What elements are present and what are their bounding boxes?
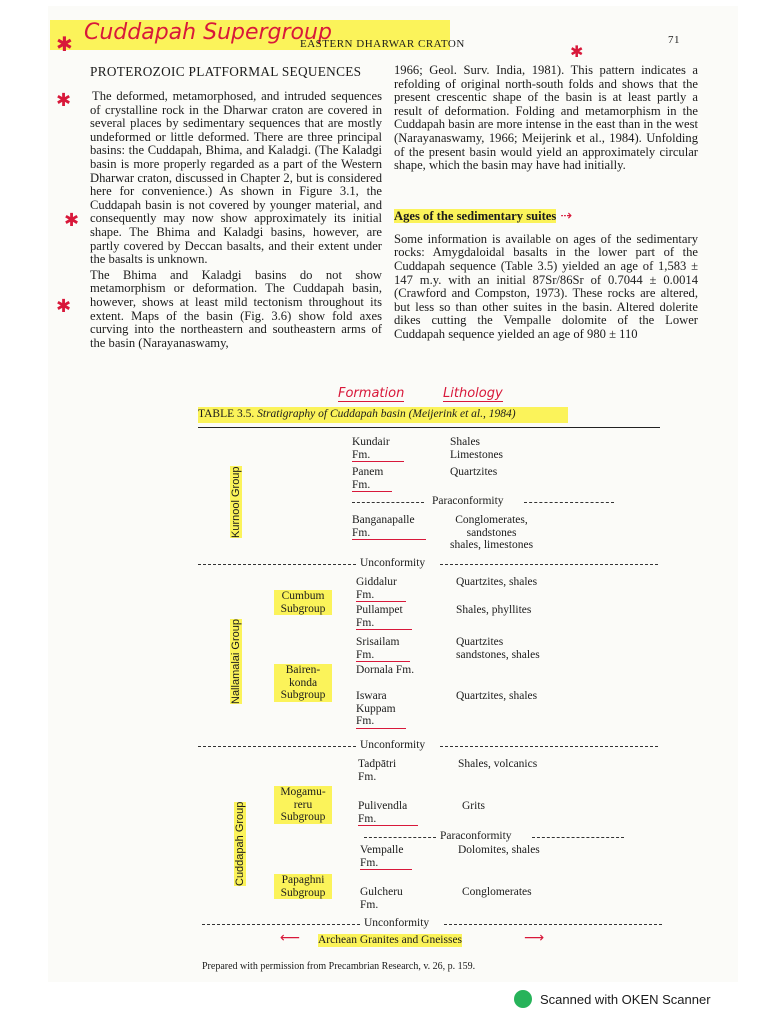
right-paragraph-1: 1966; Geol. Surv. India, 1981). This pattern indicates a refolding of original north-south folds and shows that the present crescentic shape of the basin is at least partly a result of deformation. Folding and metamorphism in the Cuddapah basin are more intense in the east than in the west (Narayanaswamy, 1966; Meijerink et al., 1984). Unfolding of the present basin would yield an approximately circular shape, which the basin may have had initially.: [394, 63, 698, 173]
lithology-vempalle: Dolomites, shales: [458, 844, 540, 856]
basement-arrow-right: ⟶: [524, 930, 545, 946]
formation-gulcheru: Gulcheru Fm.: [360, 886, 403, 911]
unconformity-label-3: Unconformity: [364, 917, 430, 929]
unconformity-line-left-2: [198, 746, 356, 747]
handwritten-header-lithology: Lithology: [443, 386, 503, 401]
section-heading: PROTEROZOIC PLATFORMAL SEQUENCES: [90, 64, 362, 79]
lithology-giddalur: Quartzites, shales: [456, 576, 538, 588]
subgroup-papaghni: Papaghni Subgroup: [274, 874, 332, 899]
table-caption-label: TABLE 3.5.: [198, 408, 255, 420]
lithology-srisailam: Quartzites sandstones, shales: [456, 636, 540, 661]
handwritten-asterisk: ✱: [56, 32, 73, 56]
subheading-text: Ages of the sedimentary suites: [394, 208, 557, 223]
formation-banganapalle: Banganapalle Fm.: [352, 514, 426, 540]
lithology-iswara-kuppam: Quartzites, shales: [456, 690, 538, 702]
margin-asterisk-1: ✱: [56, 90, 72, 111]
lithology-tadpatri: Shales, volcanics: [458, 758, 538, 770]
subheading-ages: [394, 207, 698, 225]
formation-iswara-kuppam: Iswara Kuppam Fm.: [356, 690, 406, 729]
formation-kundair: Kundair Fm.: [352, 436, 404, 462]
basement-arrow-left: ⟵: [280, 930, 301, 946]
unconformity-line-right-2: [440, 746, 658, 747]
scanner-badge: [514, 990, 711, 1008]
formation-pulivendla: Pulivendla Fm.: [358, 800, 418, 826]
paraconformity-line-left-1: [352, 502, 424, 503]
formation-pullampet: Pullampet Fm.: [356, 604, 412, 630]
lithology-pullampet: Shales, phyllites: [456, 604, 532, 616]
unconformity-line-right-1: [440, 564, 658, 565]
subgroup-mogamureru: Mogamu-reru Subgroup: [274, 786, 332, 824]
left-paragraph-1: The deformed, metamorphosed, and intruded sequences of crystalline rock in the Dharwar craton are covered in several places by sedimentary sequences that are mostly undeformed or little deformed. There are three principal basins: the Cuddapah, Bhima, and Kaladgi. (The Kaladgi basin is more properly regarded as a part of the Western Dharwar craton, discussed in Chapter 2, but is considered here for convenience.) As shown in Figure 3.1, the Cuddapah basin is not covered by younger material, and consequently may now show approximately its initial shape. The Bhima and Kaladgi basins, however, are partly covered by Deccan basalts, and their extent under the basalts is unknown.: [90, 89, 382, 267]
handwritten-title: Cuddapah Supergroup: [84, 20, 332, 45]
running-head: EASTERN DHARWAR CRATON: [300, 38, 465, 50]
formation-srisailam: Srisailam Fm.: [356, 636, 410, 662]
unconformity-label-2: Unconformity: [360, 739, 426, 751]
paraconformity-line-right-1: [524, 502, 614, 503]
lithology-kundair: Shales Limestones: [450, 436, 504, 461]
margin-asterisk-3: ✱: [56, 296, 72, 317]
handwritten-header-formation: Formation: [338, 386, 405, 401]
right-column: [394, 64, 698, 342]
page-number: 71: [668, 34, 680, 46]
margin-asterisk-4: ✱: [570, 42, 584, 61]
subheading-arrow: ⇢: [560, 207, 573, 224]
paraconformity-line-left-2: [364, 837, 436, 838]
lithology-pulivendla: Grits: [462, 800, 485, 812]
scanner-badge-text: Scanned with OKEN Scanner: [540, 991, 711, 1007]
right-paragraph-2: Some information is available on ages of the sedimentary rocks: Amygdaloidal basalts in the lower part of the Cuddapah sequence (Table 3.5) yielded an age of 1,583 ± 147 m.y. with an initial 87Sr/86Sr of 0.7044 ± 0.0014 (Crawford and Compston, 1973). These rocks are altered, but less so than other suites in the basin. Altered dolerite dikes cutting the Vempalle dolomite of the Lower Cuddapah sequence yielded an age of 980 ± 110: [394, 231, 698, 341]
formation-panem: Panem Fm.: [352, 466, 392, 492]
table-top-rule: [198, 427, 660, 428]
formation-dornala: Dornala Fm.: [356, 664, 415, 676]
lithology-banganapalle: Conglomerates, sandstones shales, limestones: [450, 514, 534, 551]
unconformity-line-right-3: [444, 924, 662, 925]
unconformity-line-left-1: [198, 564, 356, 565]
paraconformity-line-right-2: [532, 837, 624, 838]
group-cuddapah: Cuddapah Group: [234, 801, 246, 886]
subgroup-bairenkonda: Bairen-konda Subgroup: [274, 664, 332, 702]
basement-label: Archean Granites and Gneisses: [318, 934, 463, 946]
formation-vempalle: Vempalle Fm.: [360, 844, 412, 870]
scanner-logo-icon: [514, 990, 532, 1008]
subgroup-cumbum: Cumbum Subgroup: [274, 590, 332, 615]
group-nallamalai: Nallamalai Group: [230, 619, 242, 704]
lithology-panem: Quartzites: [450, 466, 498, 478]
scanned-page: [48, 6, 738, 982]
margin-asterisk-2: ✱: [64, 210, 80, 231]
table-caption-text: Stratigraphy of Cuddapah basin (Meijerink et al., 1984): [257, 408, 516, 420]
left-paragraph-2: The Bhima and Kaladgi basins do not show metamorphism or deformation. The Cuddapah basin, however, shows at least mild tectonism throughout its extent. Maps of the basin (Fig. 3.6) show fold axes curving into the northeastern and southeastern arms of the basin (Narayanaswamy,: [90, 267, 382, 350]
left-column: [90, 64, 382, 350]
unconformity-line-left-3: [202, 924, 360, 925]
paraconformity-label-1: Paraconformity: [432, 495, 504, 507]
formation-tadpatri: Tadpātri Fm.: [358, 758, 397, 783]
group-kurnool: Kurnool Group: [230, 466, 242, 538]
table-caption: [198, 408, 516, 420]
lithology-gulcheru: Conglomerates: [462, 886, 532, 898]
paraconformity-label-2: Paraconformity: [440, 830, 512, 842]
formation-giddalur: Giddalur Fm.: [356, 576, 406, 602]
unconformity-label-1: Unconformity: [360, 557, 426, 569]
table-source-note: Prepared with permission from Precambrian Research, v. 26, p. 159.: [202, 961, 476, 972]
